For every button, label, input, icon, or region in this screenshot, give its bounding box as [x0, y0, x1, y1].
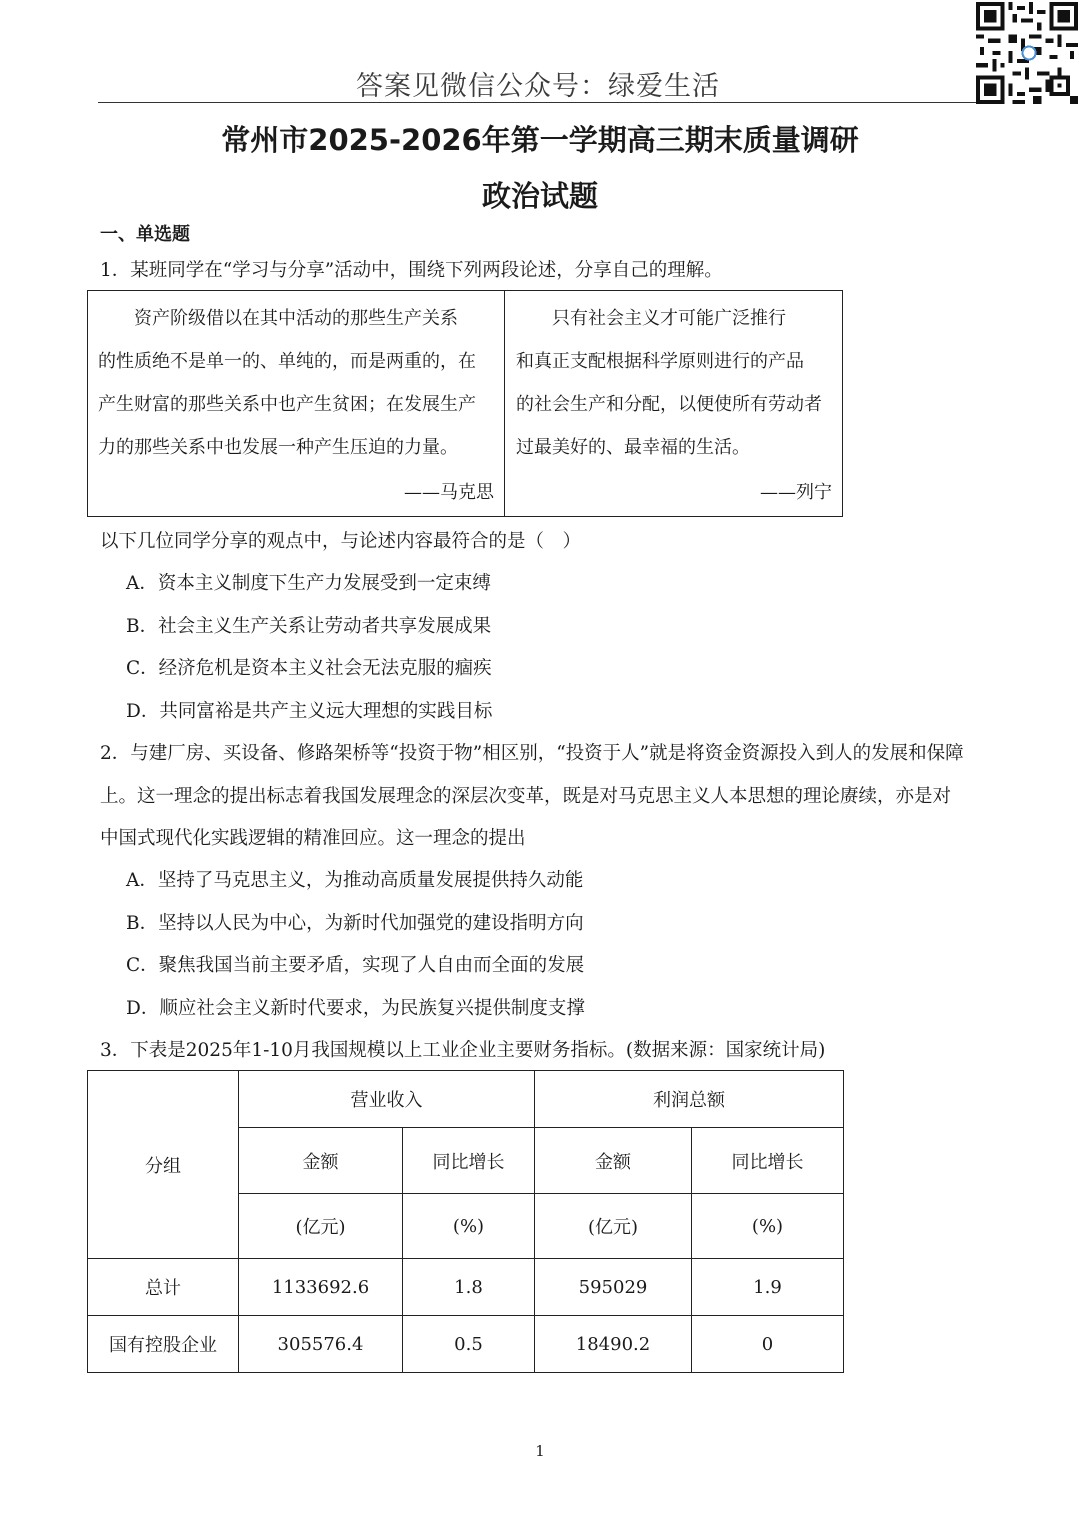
q2-stem-line: 2．与建厂房、买设备、修路架桥等“投资于物”相区别，“投资于人”就是将资金资源投入到人的发展和保障 [100, 743, 964, 764]
q2-option-a[interactable]: A．坚持了马克思主义，为推动高质量发展提供持久动能 [126, 870, 584, 891]
header-rev-growth: 同比增长 [403, 1128, 535, 1194]
quote-line: 和真正支配根据科学原则进行的产品 [516, 351, 804, 372]
cell-profit-growth: 0 [692, 1316, 844, 1373]
unit-rev-growth: (%) [403, 1194, 535, 1259]
table-row [88, 1259, 844, 1316]
q1-stem: 1．某班同学在“学习与分享”活动中，围绕下列两段论述，分享自己的理解。 [100, 260, 723, 281]
q1-option-a[interactable]: A．资本主义制度下生产力发展受到一定束缚 [126, 573, 491, 594]
q2-stem-line: 上。这一理念的提出标志着我国发展理念的深层次变革，既是对马克思主义人本思想的理论赓续，亦是对 [100, 786, 952, 807]
cell-profit: 18490.2 [535, 1316, 692, 1373]
cell-revenue-growth: 1.8 [403, 1259, 535, 1316]
header-divider [98, 102, 976, 103]
section-heading: 一、单选题 [100, 224, 190, 245]
quote-line: 过最美好的、最幸福的生活。 [516, 437, 750, 458]
q2-stem-line: 中国式现代化实践逻辑的精准回应。这一理念的提出 [100, 828, 526, 849]
q1-quote-marx [98, 297, 494, 469]
q1-option-b[interactable]: B．社会主义生产关系让劳动者共享发展成果 [126, 616, 492, 637]
quote-line: 力的那些关系中也发展一种产生压迫的力量。 [98, 437, 458, 458]
header-profit-amount: 金额 [535, 1128, 692, 1194]
quote-line: 只有社会主义才可能广泛推行 [552, 308, 786, 329]
header-rev-amount: 金额 [239, 1128, 403, 1194]
header-revenue: 营业收入 [239, 1071, 535, 1128]
wechat-notice: 答案见微信公众号：绿爱生活 [356, 71, 720, 102]
page-number: 1 [535, 1442, 545, 1460]
table-row [88, 1316, 844, 1373]
q1-quote-lenin [516, 297, 834, 469]
unit-profit-amount: (亿元) [535, 1194, 692, 1259]
q1-question: 以下几位同学分享的观点中，与论述内容最符合的是（ ） [100, 531, 582, 552]
q1-quote-divider [504, 290, 505, 517]
subject-title: 政治试题 [481, 179, 598, 213]
cell-profit-growth: 1.9 [692, 1259, 844, 1316]
header-group: 分组 [88, 1071, 239, 1259]
table-header-row [88, 1071, 844, 1128]
unit-profit-growth: (%) [692, 1194, 844, 1259]
quote-line: 产生财富的那些关系中也产生贫困；在发展生产 [98, 394, 476, 415]
cell-group: 国有控股企业 [88, 1316, 239, 1373]
quote-attribution-lenin: ——列宁 [760, 482, 832, 503]
header-profit: 利润总额 [535, 1071, 844, 1128]
q1-option-c[interactable]: C．经济危机是资本主义社会无法克服的痼疾 [126, 658, 492, 679]
quote-line: 的社会生产和分配，以便使所有劳动者 [516, 394, 822, 415]
unit-rev-amount: (亿元) [239, 1194, 403, 1259]
cell-revenue: 1133692.6 [239, 1259, 403, 1316]
qr-code-icon [976, 2, 1078, 104]
header-profit-growth: 同比增长 [692, 1128, 844, 1194]
q2-option-c[interactable]: C．聚焦我国当前主要矛盾，实现了人自由而全面的发展 [126, 955, 585, 976]
cell-revenue-growth: 0.5 [403, 1316, 535, 1373]
exam-title: 常州市2025-2026年第一学期高三期末质量调研 [221, 123, 859, 157]
quote-attribution-marx: ——马克思 [404, 482, 494, 503]
financial-indicators-table [87, 1070, 844, 1373]
cell-revenue: 305576.4 [239, 1316, 403, 1373]
cell-profit: 595029 [535, 1259, 692, 1316]
cell-group: 总计 [88, 1259, 239, 1316]
q2-option-b[interactable]: B．坚持以人民为中心，为新时代加强党的建设指明方向 [126, 913, 584, 934]
q1-option-d[interactable]: D．共同富裕是共产主义远大理想的实践目标 [126, 701, 493, 722]
quote-line: 的性质绝不是单一的、单纯的，而是两重的，在 [98, 351, 476, 372]
q3-stem: 3．下表是2025年1-10月我国规模以上工业企业主要财务指标。(数据来源：国家统计局) [100, 1040, 826, 1061]
quote-line: 资产阶级借以在其中活动的那些生产关系 [134, 308, 458, 329]
q2-option-d[interactable]: D．顺应社会主义新时代要求，为民族复兴提供制度支撑 [126, 998, 585, 1019]
